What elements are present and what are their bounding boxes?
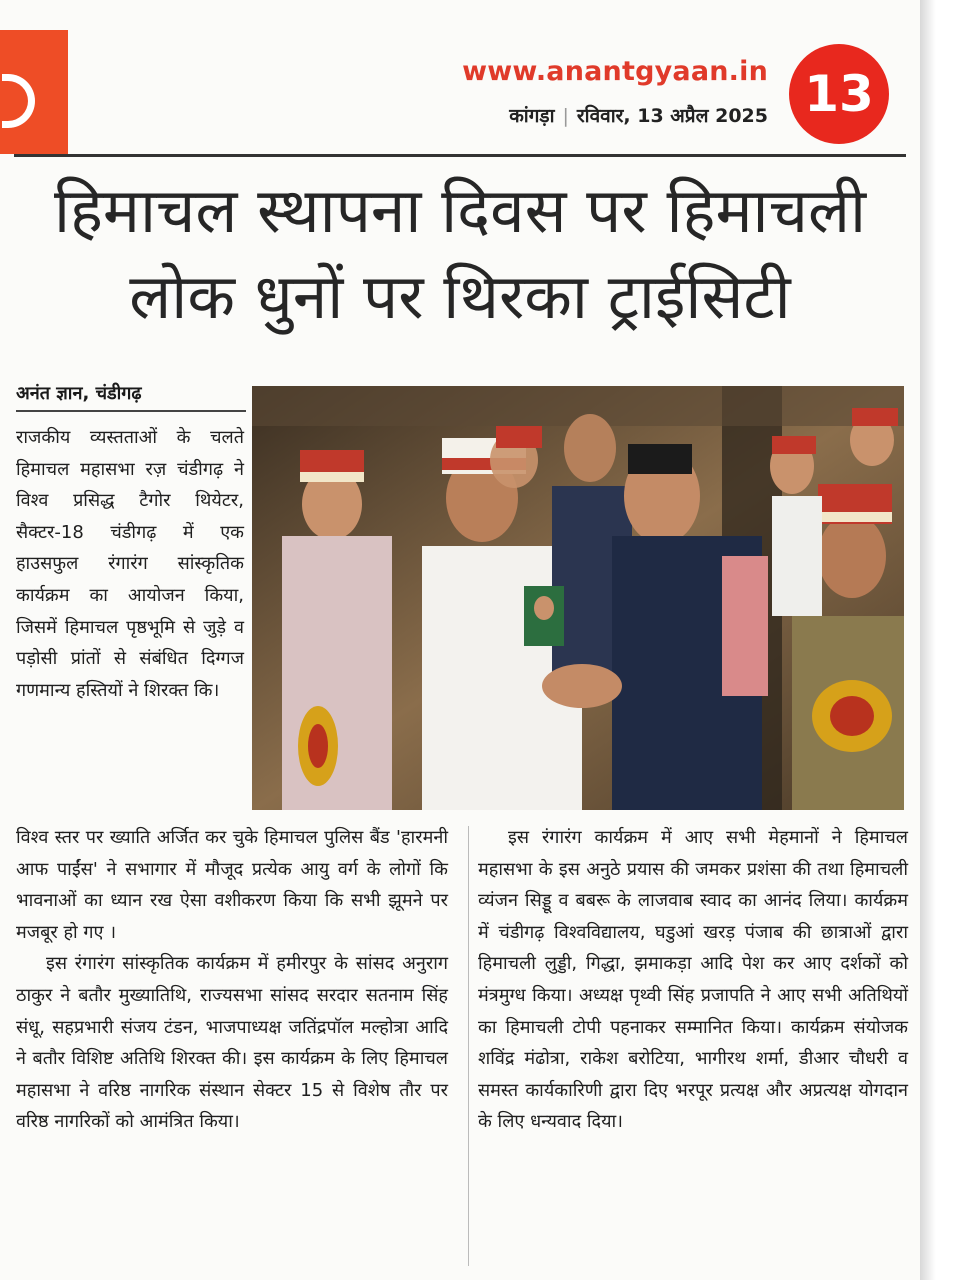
paragraph-band: विश्व स्तर पर ख्याति अर्जित कर चुके हिमाचल पुलिस बैंड 'हारमनी आफ पाईंस' ने सभागार में मौजूद प्रत्येक आयु वर्ग के लोगों कि भावनाओं का ध्यान रख ऐसा वशीकरण किया कि सभी झूमने पर मजबूर हो गए ।	[16, 827, 448, 943]
header-rule	[14, 154, 906, 157]
column-divider	[468, 826, 469, 1266]
paragraph-closing: इस रंगारंग कार्यक्रम में आए सभी मेहमानों ने हिमाचल महासभा के इस अनुठे प्रयास की जमकर प्रशंसा की तथा हिमाचली व्यंजन सिड्डू व बबरू के लाजवाब स्वाद का आनंद लिया। कार्यक्रम में चंडीगढ़ विश्वविद्यालय, घडुआं खरड़ पंजाब की छात्राओं द्वारा हिमाचली लुड्डी, गिद्धा, झमाकड़ा आदि पेश कर आए दर्शकों को मंत्रमुग्ध किया। अध्यक्ष पृथ्वी सिंह प्रजापति ने आए सभी अतिथियों का हिमाचली टोपी पहनाकर सम्मानित किया। कार्यक्रम संयोजक शविंद्र मंढोत्रा, राकेश बरोटिया, भागीरथ शर्मा, डीआर चौधरी व समस्त कार्यकारिणी द्वारा दिए भरपूर प्रत्यक्ष और अप्रत्यक्ष योगदान के लिए धन्यवाद दिया।	[478, 827, 908, 1133]
page-edge	[920, 0, 959, 1280]
site-url: www.anantgyaan.in	[462, 56, 768, 87]
edition-location: कांगड़ा	[509, 105, 555, 127]
page-number-badge: 13	[789, 44, 889, 144]
edition-date: रविवार, 13 अप्रैल 2025	[576, 105, 768, 127]
byline: अनंत ज्ञान, चंडीगढ़	[16, 383, 142, 404]
headline-line-1: हिमाचल स्थापना दिवस पर हिमाचली	[53, 174, 867, 247]
article-photo	[252, 386, 904, 810]
headline	[14, 168, 906, 340]
section-tab-icon	[2, 74, 35, 128]
left-column	[16, 822, 448, 1138]
event-photo-illustration	[252, 386, 904, 810]
right-column	[478, 822, 908, 1138]
byline-rule	[16, 410, 246, 412]
headline-line-2: लोक धुनों पर थिरका ट्राईसिटी	[129, 260, 791, 333]
intro-paragraph: राजकीय व्यस्तताओं के चलते हिमाचल महासभा रज़ चंडीगढ़ ने विश्व प्रसिद्ध टैगोर थियेटर, सैक्टर-18 चंडीगढ़ में एक हाउसफुल रंगारंग सांस्कृतिक कार्यक्रम का आयोजन किया, जिसमें हिमाचल पृष्ठभूमि से जुड़े व पड़ोसी प्रांतों से संबंधित दिग्गज गणमान्य हस्तियों ने शिरक्त कि।	[16, 427, 244, 701]
paragraph-guests: इस रंगारंग सांस्कृतिक कार्यक्रम में हमीरपुर के सांसद अनुराग ठाकुर ने बतौर मुख्यातिथि, राज्यसभा सांसद सरदार सतनाम सिंह संधू, सहप्रभारी संजय टंडन, भाजपाध्यक्ष जतिंद्रपॉल मल्होत्रा आदि ने बतौर विशिष्ट अतिथि शिरक्त की। इस कार्यक्रम के लिए हिमाचल महासभा ने वरिष्ठ नागरिक संस्थान सेक्टर 15 से विशेष तौर पर वरिष्ठ नागरिकों को आमंत्रित किया।	[16, 953, 448, 1133]
section-tab	[0, 30, 68, 154]
dateline: कांगड़ा | रविवार, 13 अप्रैल 2025	[509, 105, 768, 127]
